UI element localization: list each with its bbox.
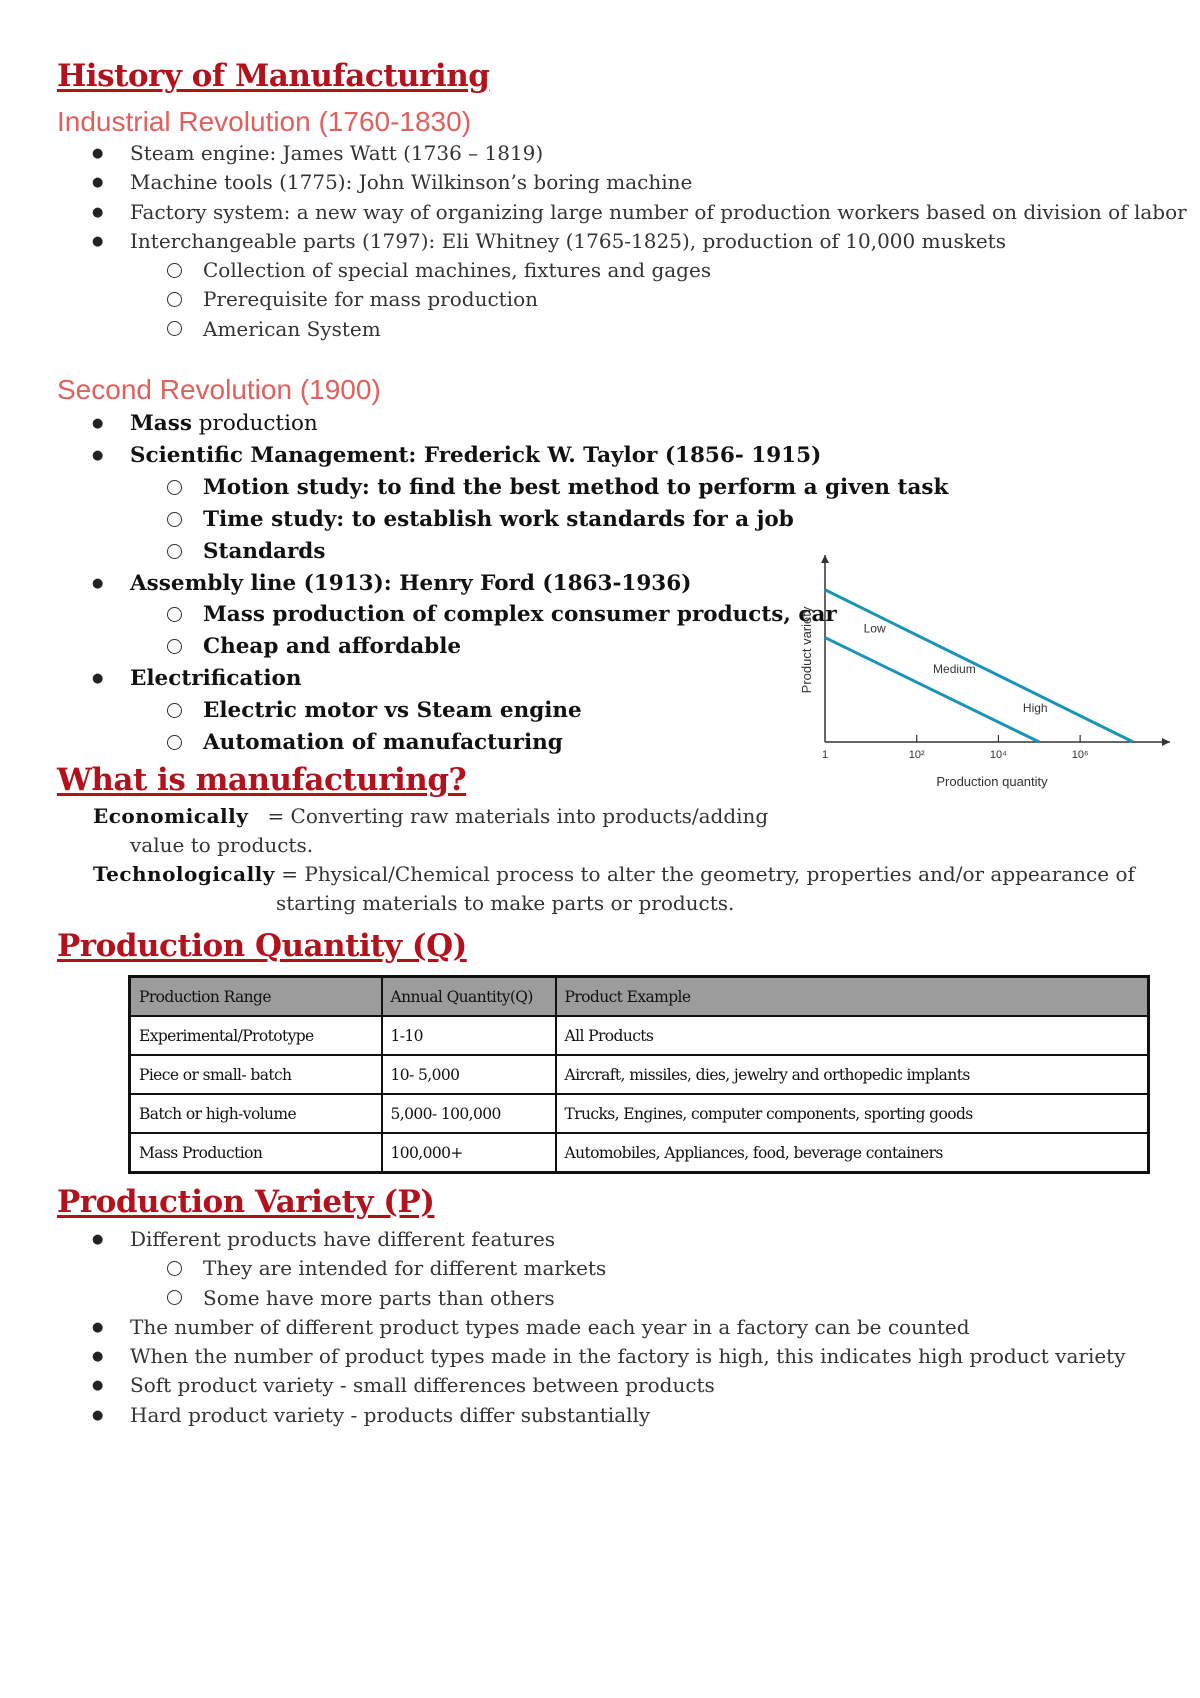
industrial-list <box>0 139 1187 344</box>
chart-plot-area <box>821 555 1170 761</box>
table-cell: 1-10 <box>382 1016 556 1055</box>
economic-definition <box>93 804 768 828</box>
chart-series-line-0 <box>825 590 1133 742</box>
economic-definition-continued: value to products. <box>130 833 314 857</box>
chart-x-axis-label: Production quantity <box>936 774 1048 789</box>
variety-title: Production Variety (P) <box>57 1184 435 1220</box>
economic-term: Economically <box>93 804 249 828</box>
table-cell: 100,000+ <box>382 1133 556 1173</box>
technological-definition-text: = Physical/Chemical process to alter the geometry, properties and/or appearance of <box>281 862 1135 886</box>
table-row <box>130 1016 1149 1055</box>
chart-y-axis-arrow <box>821 555 829 563</box>
list-item: ● Soft product variety - small differences between products <box>0 1371 1126 1400</box>
chart-x-tick-label: 1 <box>821 749 829 761</box>
mass-rest: production <box>191 411 318 436</box>
table-cell: Batch or high-volume <box>130 1094 382 1133</box>
chart-region-label: High <box>1022 700 1048 715</box>
chart-series-line-1 <box>825 638 1039 742</box>
chart-y-axis-label: Product variety <box>799 606 814 694</box>
sub-list-item: Collection of special machines, fixtures and gages <box>0 256 1187 285</box>
table-header-cell: Product Example <box>556 977 1149 1017</box>
table-cell: Automobiles, Appliances, food, beverage containers <box>556 1133 1149 1173</box>
sub-list-item: Cheap and affordable <box>0 631 948 663</box>
table-cell: Experimental/Prototype <box>130 1016 382 1055</box>
history-title: History of Manufacturing <box>57 58 490 94</box>
sub-list-item: Mass production of complex consumer products, car <box>0 599 948 631</box>
table-row <box>130 1133 1149 1173</box>
sub-list-item: Prerequisite for mass production <box>0 285 1187 314</box>
list-item: ● Interchangeable parts (1797): Eli Whitney (1765-1825), production of 10,000 muskets <box>0 227 1187 256</box>
chart-x-tick-label: 10² <box>908 749 925 761</box>
list-item: ● Electrification <box>0 663 948 695</box>
table-cell: All Products <box>556 1016 1149 1055</box>
chart-x-tick-label: 10⁴ <box>989 749 1007 761</box>
sub-list-item: Automation of manufacturing <box>0 727 948 759</box>
sub-list-item: Motion study: to find the best method to perform a given task <box>0 472 948 504</box>
chart-x-axis-arrow <box>1162 738 1170 746</box>
table-header-row <box>130 977 1149 1017</box>
sub-list-item: Electric motor vs Steam engine <box>0 695 948 727</box>
list-item: ● Hard product variety - products differ substantially <box>0 1401 1126 1430</box>
second-revolution-heading: Second Revolution (1900) <box>57 374 381 405</box>
technological-definition <box>93 862 1135 886</box>
list-item: ● Different products have different features <box>0 1225 1126 1254</box>
table-cell: Mass Production <box>130 1133 382 1173</box>
list-item: ● When the number of product types made in the factory is high, this indicates high product variety <box>0 1342 1126 1371</box>
chart-x-tick-label: 10⁶ <box>1071 749 1089 761</box>
chart-region-label: Low <box>863 621 886 636</box>
list-item: ● Factory system: a new way of organizing large number of production workers based on division of labor <box>0 198 1187 227</box>
list-item <box>0 408 948 440</box>
table-header-cell: Production Range <box>130 977 382 1017</box>
manufacturing-title: What is manufacturing? <box>57 762 467 798</box>
table-row <box>130 1055 1149 1094</box>
table-cell: 10- 5,000 <box>382 1055 556 1094</box>
quantity-title: Production Quantity (Q) <box>57 928 467 964</box>
table-row <box>130 1094 1149 1133</box>
sub-list-item: Time study: to establish work standards for a job <box>0 504 948 536</box>
sub-list-item: They are intended for different markets <box>0 1254 1126 1283</box>
variety-quantity-chart <box>780 545 1180 795</box>
sub-list-item: Standards <box>0 536 948 568</box>
variety-list <box>0 1225 1126 1430</box>
list-item: ● Scientific Management: Frederick W. Taylor (1856- 1915) <box>0 440 948 472</box>
list-item: ● The number of different product types made each year in a factory can be counted <box>0 1313 1126 1342</box>
list-item: ● Machine tools (1775): John Wilkinson’s boring machine <box>0 168 1187 197</box>
economic-definition-text: = Converting raw materials into products/adding <box>267 804 769 828</box>
table-cell: Trucks, Engines, computer components, sporting goods <box>556 1094 1149 1133</box>
list-item: ● Assembly line (1913): Henry Ford (1863-1936) <box>0 568 948 600</box>
sub-list-item: Some have more parts than others <box>0 1284 1126 1313</box>
production-quantity-table <box>128 975 1150 1174</box>
table-cell: Aircraft, missiles, dies, jewelry and orthopedic implants <box>556 1055 1149 1094</box>
table-header-cell: Annual Quantity(Q) <box>382 977 556 1017</box>
sub-list-item: American System <box>0 315 1187 344</box>
mass-label: Mass <box>130 411 192 436</box>
chart-region-label: Medium <box>933 661 976 676</box>
technological-definition-continued: starting materials to make parts or products. <box>276 891 735 915</box>
industrial-revolution-heading: Industrial Revolution (1760-1830) <box>57 106 472 137</box>
list-item: ● Steam engine: James Watt (1736 – 1819) <box>0 139 1187 168</box>
table-cell: Piece or small- batch <box>130 1055 382 1094</box>
table-cell: 5,000- 100,000 <box>382 1094 556 1133</box>
technological-term: Technologically <box>93 862 275 886</box>
